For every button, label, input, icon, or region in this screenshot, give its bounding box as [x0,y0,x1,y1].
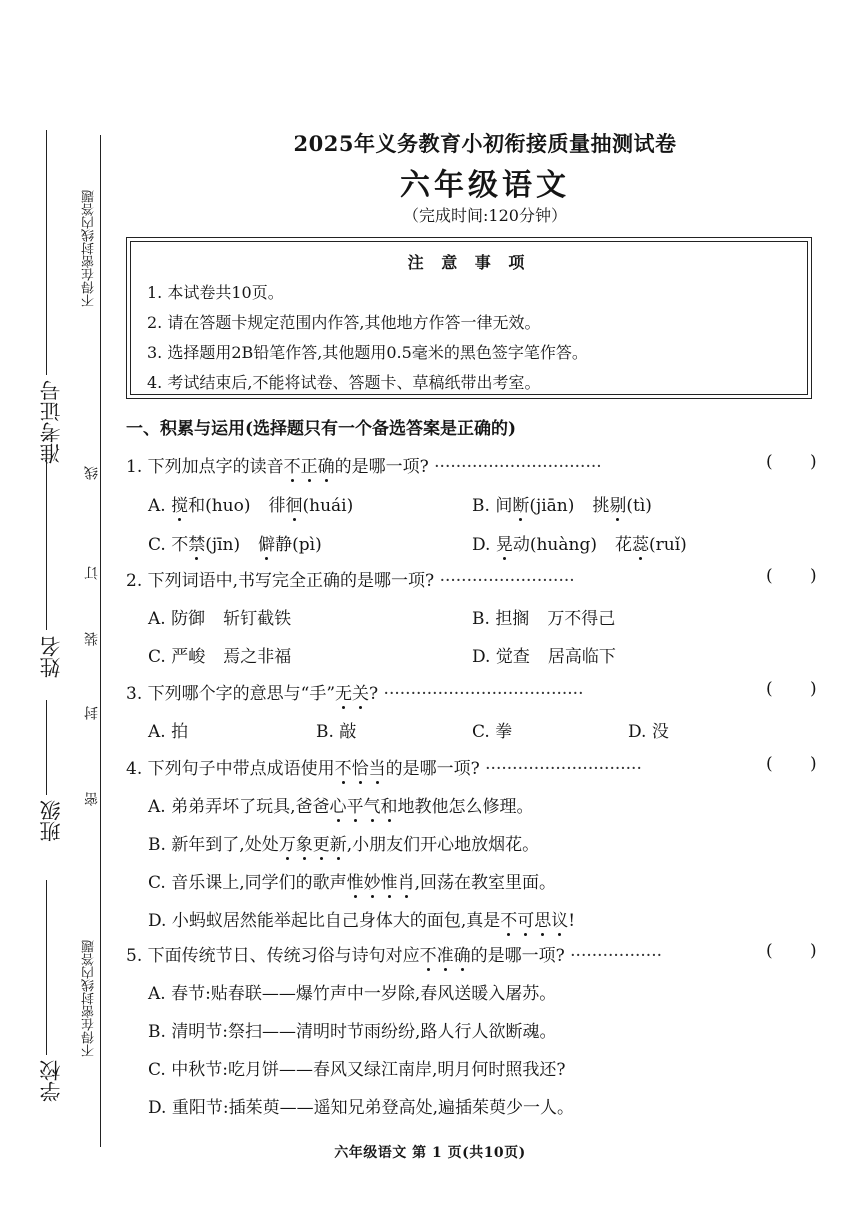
option-label: B. [148,835,166,855]
leader-dots: ················· [570,946,663,966]
option-text: (tì) [626,496,652,516]
leader-dots: ······························· [434,457,602,477]
option-4b [148,830,539,855]
binding-margin [0,0,130,1216]
option-text: 小蚂蚁居然能举起比自己身体大的面包,真是 [171,911,501,931]
emphasis-char: 剔 [609,496,627,516]
notice-item: 1. 本试卷共10页。 [147,283,284,302]
option-1d [472,530,687,555]
notice-box [126,237,812,399]
option-text: 拳 [495,722,513,742]
question-1 [126,452,816,477]
question-2 [126,566,816,591]
answer-paren-close: ) [810,941,817,961]
option-3c [472,717,512,742]
option-label: B. [472,609,490,629]
emphasis-char: 搅 [171,496,189,516]
school-blank [46,880,47,1055]
option-2a [148,604,291,629]
answer-paren-close: ) [810,452,817,472]
school-label: 学校 [39,1060,63,1102]
option-text: (ruǐ) [648,535,687,555]
question-stem-end: 的是哪一项? [470,946,565,966]
option-label: C. [472,722,490,742]
emphasis-char: 平 [346,797,364,817]
option-text: 动(huàng) [512,535,597,555]
class-label: 班级 [39,800,63,842]
exam-id-label: 准考证号 [39,380,63,464]
option-text: 徘 [268,496,286,516]
time-note: （完成时间:120分钟） [403,206,567,225]
option-text: 静(pì) [275,535,322,555]
question-3 [126,679,816,704]
answer-paren-open: ( [766,679,773,699]
emphasis-char: 禁 [188,535,206,555]
emphasis-char: 万 [278,835,296,855]
option-2d [472,642,616,667]
option-text: 重阳节:插茱萸——遥知兄弟登高处,遍插茱萸少一人。 [171,1098,574,1118]
option-text: ,小朋友们开心地放烟花。 [346,835,540,855]
option-label: D. [628,722,647,742]
emphasis-char: 和 [380,797,398,817]
notice-inner-border [130,241,808,395]
emphasis-char: 僻 [258,535,276,555]
seal-warning-top: 不得在密封线内答题 [82,190,97,307]
emphasis-char: 议 [551,911,569,931]
notice-item: 3. 选择题用2B铅笔作答,其他题用0.5毫米的黑色签字笔作答。 [147,343,588,362]
question-stem-end: 的是哪一项? [385,759,480,779]
option-label: A. [148,797,166,817]
question-5 [126,941,816,966]
emphasis-char: 晃 [495,535,513,555]
emphasis-char: 心 [329,797,347,817]
question-stem-end: ? [369,684,379,704]
option-1c [148,530,322,555]
option-5c [148,1055,565,1080]
option-text: 没 [651,722,669,742]
leader-dots: ····························· [485,759,642,779]
section-heading: 一、积累与运用(选择题只有一个备选答案是正确的) [126,419,517,439]
option-1b [472,491,652,516]
option-text: 拍 [171,722,189,742]
emphasis-char: 当 [368,759,386,779]
option-5a [148,979,556,1004]
option-text: (jīn) [205,535,241,555]
option-text: 花 [614,535,632,555]
option-5b [148,1017,556,1042]
seal-char-zhuang: 装 [84,632,100,646]
option-label: C. [148,873,166,893]
notice-title: 注 意 事 项 [407,253,531,272]
option-label: B. [316,722,334,742]
option-label: D. [472,535,491,555]
option-text: 斩钉截铁 [223,609,292,629]
answer-paren-close: ) [810,566,817,586]
option-text: 春节:贴春联——爆竹声中一岁除,春风送暖入屠苏。 [171,984,557,1004]
option-label: D. [148,911,167,931]
emphasis-char: 不 [419,946,437,966]
seal-char-mi: 密 [84,792,100,806]
notice-item: 2. 请在答题卡规定范围内作答,其他地方作答一律无效。 [147,313,541,332]
emphasis-char: 确 [453,946,471,966]
option-label: A. [148,722,166,742]
option-3b [316,717,356,742]
option-text: 间 [495,496,513,516]
emphasis-char: 不 [283,457,301,477]
emphasis-char: 恰 [351,759,369,779]
option-label: C. [148,535,166,555]
emphasis-char: 确 [317,457,335,477]
emphasis-char: 惟 [346,873,364,893]
option-label: D. [148,1098,167,1118]
emphasis-char: 正 [300,457,318,477]
option-text: 地教他怎么修理。 [397,797,534,817]
option-text: 不 [171,535,189,555]
option-4a [148,792,534,817]
option-text: 担搁 [495,609,530,629]
emphasis-char: 蕊 [631,535,649,555]
answer-paren-open: ( [766,941,773,961]
seal-char-feng: 封 [84,706,100,720]
option-text: 音乐课上,同学们的歌声 [171,873,347,893]
subject-title: 六年级语文 [400,168,570,203]
question-4 [126,754,816,779]
option-text: 觉查 [495,647,530,667]
option-2b [472,604,615,629]
exam-title: 2025年义务教育小初衔接质量抽测试卷 [293,131,677,156]
question-stem: 5. 下面传统节日、传统习俗与诗句对应 [126,946,420,966]
seal-warning-bottom: 不得在密封线内答题 [82,940,97,1057]
option-label: C. [148,647,166,667]
option-label: B. [472,496,490,516]
option-label: C. [148,1060,166,1080]
name-blank [46,448,47,630]
answer-paren-open: ( [766,452,773,472]
option-label: A. [148,609,166,629]
question-stem: 2. 下列词语中,书写完全正确的是哪一项? [126,571,435,591]
emphasis-char: 新 [329,835,347,855]
answer-paren-open: ( [766,566,773,586]
option-2c [148,642,291,667]
question-stem: 4. 下列句子中带点成语使用 [126,759,335,779]
leader-dots: ························· [439,571,575,591]
question-stem: 1. 下列加点字的读音 [126,457,284,477]
emphasis-char: 更 [312,835,330,855]
option-text: 弟弟弄坏了玩具,爸爸 [171,797,330,817]
option-text: 万不得己 [547,609,616,629]
option-4d [148,906,575,931]
option-text: 挑 [592,496,610,516]
class-blank [46,700,47,795]
page-footer: 六年级语文 第 1 页(共10页) [334,1145,526,1161]
option-1a [148,491,353,516]
answer-paren-close: ) [810,679,817,699]
option-text: 中秋节:吃月饼——春风又绿江南岸,明月何时照我还? [171,1060,566,1080]
answer-paren-open: ( [766,754,773,774]
exam-id-blank [46,130,47,375]
option-label: B. [148,1022,166,1042]
emphasis-char: 断 [512,496,530,516]
option-text: ,回荡在教室里面。 [414,873,557,893]
answer-paren-close: ) [810,754,817,774]
option-text: (jiān) [529,496,575,516]
option-4c [148,868,556,893]
question-stem-end: 的是哪一项? [334,457,429,477]
question-stem: 3. 下列哪个字的意思与“手” [126,684,336,704]
option-5d [148,1093,574,1118]
emphasis-char: 可 [517,911,535,931]
emphasis-char: 象 [295,835,313,855]
emphasis-char: 气 [363,797,381,817]
option-text: 新年到了,处处 [171,835,279,855]
option-3a [148,717,188,742]
option-text: 和(huo) [188,496,251,516]
emphasis-char: 准 [436,946,454,966]
option-label: D. [472,647,491,667]
option-text: 严峻 [171,647,206,667]
leader-dots: ····································· [383,684,584,704]
emphasis-char: 徊 [285,496,303,516]
option-3d [628,717,669,742]
emphasis-char: 妙 [363,873,381,893]
option-text: 防御 [171,609,206,629]
emphasis-char: 不 [334,759,352,779]
seal-char-xian: 线 [84,466,100,480]
seal-char-ding: 订 [84,566,100,580]
option-label: A. [148,984,166,1004]
option-text: 敲 [339,722,357,742]
emphasis-char: 惟 [380,873,398,893]
option-text: ! [568,911,576,931]
notice-item: 4. 考试结束后,不能将试卷、答题卡、草稿纸带出考室。 [147,373,541,392]
option-text: (huái) [302,496,354,516]
emphasis-char: 思 [534,911,552,931]
option-label: A. [148,496,166,516]
emphasis-char: 不 [500,911,518,931]
name-label: 姓名 [39,636,63,678]
option-text: 清明节:祭扫——清明时节雨纷纷,路人行人欲断魂。 [171,1022,557,1042]
emphasis-char: 关 [352,684,370,704]
emphasis-char: 肖 [397,873,415,893]
emphasis-char: 无 [335,684,353,704]
option-text: 居高临下 [547,647,616,667]
option-text: 焉之非福 [223,647,292,667]
